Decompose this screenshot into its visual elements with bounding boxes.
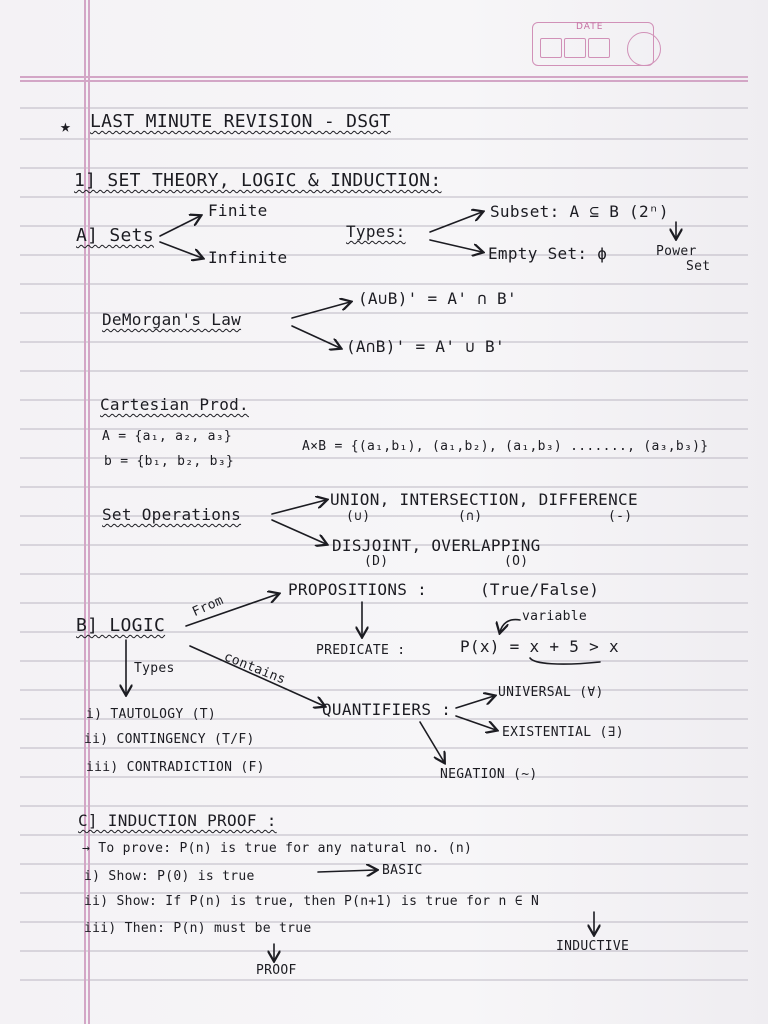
- tautology: i) TAUTOLOGY (T): [86, 707, 217, 722]
- arrow: [500, 620, 520, 632]
- sym-o: (O): [504, 554, 529, 569]
- logic-contains: contains: [221, 649, 288, 688]
- arrow: [420, 722, 444, 762]
- arrow: [272, 520, 326, 544]
- disjoint-overlapping: DISJOINT, OVERLAPPING: [332, 536, 541, 555]
- cartesian-set-a: A = {a₁, a₂, a₃}: [102, 429, 233, 444]
- arrow: [190, 646, 324, 706]
- types-label: Types:: [346, 222, 406, 241]
- sym-union: (∪): [346, 509, 371, 524]
- induction-to-prove: → To prove: P(n) is true for any natural no. (n): [82, 841, 473, 856]
- empty-set: Empty Set: ϕ: [488, 244, 608, 263]
- arrow: [292, 302, 350, 318]
- title-star-icon: ★: [60, 116, 72, 137]
- induction-step-1: i) Show: P(0) is true: [84, 869, 255, 884]
- sets-label: A] Sets: [76, 225, 154, 246]
- demorgan-law-2: (A∩B)' = A' ∪ B': [346, 337, 505, 356]
- arrow: [430, 240, 482, 252]
- true-false: (True/False): [480, 580, 600, 599]
- set-operations-label: Set Operations: [102, 505, 242, 524]
- page-title: LAST MINUTE REVISION - DSGT: [90, 111, 391, 132]
- sym-difference: (-): [608, 509, 633, 524]
- induction-label: C] INDUCTION PROOF :: [78, 811, 277, 830]
- arrow: [160, 216, 200, 236]
- predicate: PREDICATE :: [316, 643, 406, 658]
- propositions: PROPOSITIONS :: [288, 580, 428, 599]
- arrow: [456, 716, 496, 730]
- subset: Subset: A ⊆ B (2ⁿ): [490, 202, 669, 221]
- demorgan-label: DeMorgan's Law: [102, 310, 242, 329]
- sym-d: (D): [364, 554, 389, 569]
- universal: UNIVERSAL (∀): [498, 685, 604, 700]
- induction-inductive: INDUCTIVE: [556, 939, 630, 954]
- logic-label: B] LOGIC: [76, 615, 166, 636]
- cartesian-label: Cartesian Prod.: [100, 395, 249, 414]
- arrow: [292, 326, 340, 348]
- cartesian-set-b: b = {b₁, b₂, b₃}: [104, 454, 235, 469]
- variable-note: variable: [522, 609, 588, 624]
- sym-intersection: (∩): [458, 509, 483, 524]
- demorgan-law-1: (A∪B)' = A' ∩ B': [358, 289, 517, 308]
- induction-basic: BASIC: [382, 863, 423, 878]
- arrow: [318, 870, 376, 872]
- contingency: ii) CONTINGENCY (T/F): [84, 732, 255, 747]
- contradiction: iii) CONTRADICTION (F): [86, 760, 265, 775]
- arrow: [430, 212, 482, 232]
- arrow: [160, 242, 202, 258]
- arrow: [272, 500, 326, 514]
- brace: [530, 658, 600, 664]
- set-ops-list: UNION, INTERSECTION, DIFFERENCE: [330, 490, 638, 509]
- sets-infinite: Infinite: [208, 248, 288, 267]
- negation: NEGATION (~): [440, 767, 538, 782]
- sets-finite: Finite: [208, 201, 268, 220]
- section-heading: 1] SET THEORY, LOGIC & INDUCTION:: [74, 170, 442, 191]
- power-set-line1: Power: [656, 244, 697, 259]
- quantifiers: QUANTIFIERS :: [322, 700, 452, 719]
- induction-step-2: ii) Show: If P(n) is true, then P(n+1) is true for n ∈ N: [84, 894, 540, 909]
- logic-types: Types: [134, 661, 175, 676]
- induction-proof: PROOF: [256, 963, 297, 978]
- arrow: [186, 594, 278, 626]
- logic-from: From: [190, 593, 226, 621]
- existential: EXISTENTIAL (∃): [502, 725, 624, 740]
- power-set-line2: Set: [686, 259, 711, 274]
- cartesian-product: A×B = {(a₁,b₁), (a₁,b₂), (a₁,b₃) ......., (a₃,b₃)}: [302, 439, 709, 454]
- predicate-expr: P(x) = x + 5 > x: [460, 637, 619, 656]
- arrow: [456, 696, 494, 708]
- date-label: DATE: [576, 22, 604, 32]
- induction-step-3: iii) Then: P(n) must be true: [84, 921, 312, 936]
